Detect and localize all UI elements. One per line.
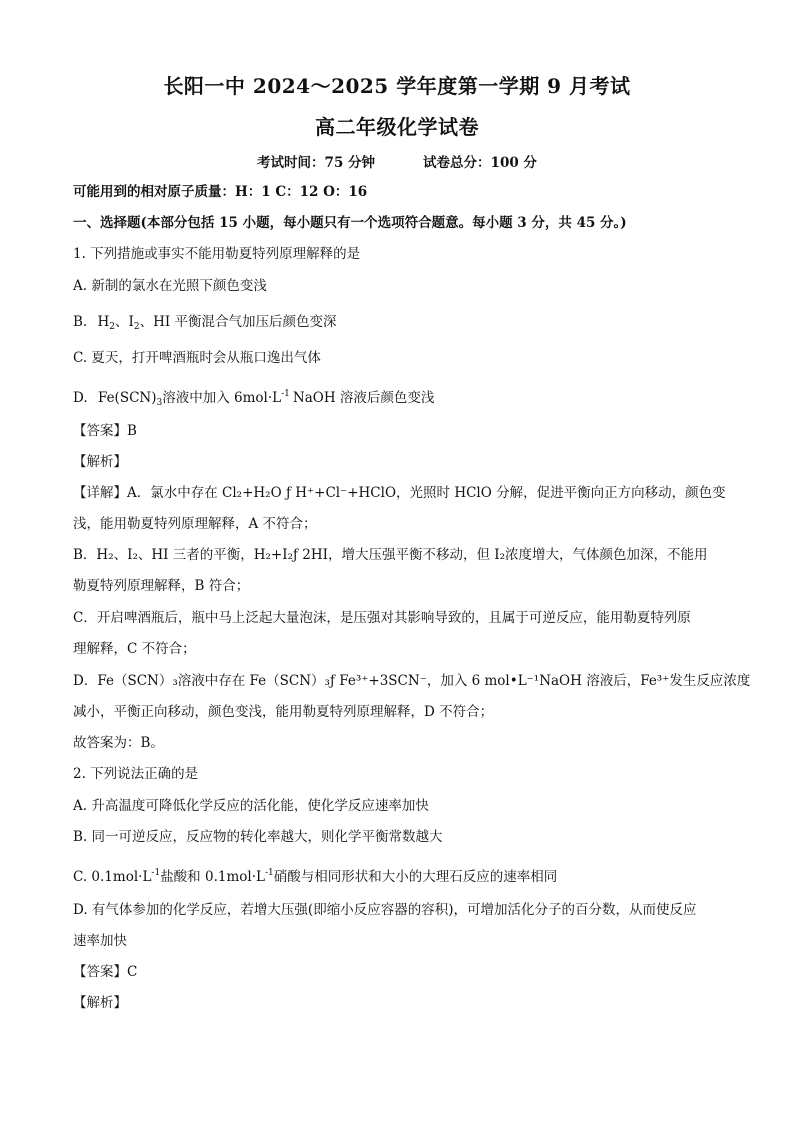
q2-option-a: A. 升高温度可降低化学反应的活化能，使化学反应速率加快 [73, 798, 429, 814]
q1-option-b-sub: 2 [109, 322, 116, 332]
q1-option-d-rest: NaOH 溶液后颜色变浅 [292, 390, 435, 406]
q2-option-d-line: D. 有气体参加的化学反应，若增大压强(即缩小反应容器的容积)，可增加活化分子的百分数，从而使反应 [73, 902, 697, 918]
q2-option-c-sup: -1 [151, 868, 161, 878]
exam-time: 考试时间：75 分钟 [257, 155, 376, 171]
q1-conclusion: 故答案为：B。 [73, 735, 164, 751]
q1-detail-line: 勒夏特列原理解释，B 符合； [73, 578, 250, 594]
q1-option-b [73, 313, 723, 336]
q1-option-d-prefix: D. [73, 390, 88, 406]
q2-option-c-sup: -1 [264, 868, 274, 878]
q1-option-d-sub: 3 [156, 398, 163, 408]
q2-analysis: 【解析】 [73, 995, 127, 1011]
q2-option-b: B. 同一可逆反应，反应物的转化率越大，则化学平衡常数越大 [73, 829, 443, 845]
q1-option-d-formula: Fe(SCN) [97, 390, 157, 406]
q2-option-c-prefix: C. 0.1mol·L [73, 869, 152, 885]
q2-option-d-line: 速率加快 [73, 933, 127, 949]
q2-option-c-rest: 硝酸与相同形状和大小的大理石反应的速率相同 [273, 869, 558, 885]
q1-option-d-mid: 溶液中加入 6mol·L [162, 390, 282, 406]
q1-detail-line: 理解释，C 不符合； [73, 641, 196, 657]
q2-option-c [73, 864, 723, 886]
q1-detail-line: B．H₂、I₂、HI 三者的平衡，H₂+I₂ƒ 2HI，增大压强平衡不移动，但 I₂浓度增大，气体颜色加深，不能用 [73, 547, 708, 563]
q2-option-c-mid: 盐酸和 0.1mol·L [160, 869, 265, 885]
atomic-masses: 可能用到的相对原子质量：H：1 C：12 O：16 [73, 184, 368, 200]
q2-stem: 2. 下列说法正确的是 [73, 766, 199, 782]
total-score: 试卷总分：100 分 [423, 155, 537, 171]
q1-detail-line: 浅，能用勒夏特列原理解释，A 不符合； [73, 516, 317, 532]
q1-detail-line: 【详解】A．氯水中存在 Cl₂+H₂O ƒ H⁺+Cl⁻+HClO，光照时 HClO 分解，促进平衡向正方向移动，颜色变 [73, 485, 726, 501]
q2-answer: 【答案】C [73, 964, 138, 980]
exam-subtitle: 高二年级化学试卷 [315, 115, 479, 139]
q1-option-b-rest: 、HI 平衡混合气加压后颜色变深 [139, 314, 337, 330]
q1-option-b-h: H [97, 314, 110, 330]
section-heading: 一、选择题(本部分包括 15 小题，每小题只有一个选项符合题意。每小题 3 分，共 45 分。) [73, 215, 627, 231]
q1-option-a: A. 新制的氯水在光照下颜色变浅 [73, 278, 267, 294]
q1-option-b-sep: 、I [115, 314, 134, 330]
exam-meta [0, 151, 794, 171]
q1-option-b-sub: 2 [133, 322, 140, 332]
q1-option-d [73, 385, 723, 412]
q1-detail-line: 减小，平衡正向移动，颜色变浅，能用勒夏特列原理解释，D 不符合； [73, 704, 494, 720]
q1-analysis: 【解析】 [73, 454, 127, 470]
q1-option-c: C. 夏天，打开啤酒瓶时会从瓶口逸出气体 [73, 350, 321, 366]
q1-answer: 【答案】B [73, 423, 137, 439]
q1-option-d-sup: -1 [281, 389, 290, 399]
q1-option-b-prefix: B. [73, 314, 88, 330]
q1-stem: 1. 下列措施或事实不能用勒夏特列原理解释的是 [73, 246, 361, 262]
exam-title: 长阳一中 2024～2025 学年度第一学期 9 月考试 [163, 74, 631, 98]
q1-detail-line: C．开启啤酒瓶后，瓶中马上泛起大量泡沫，是压强对其影响导致的，且属于可逆反应，能用勒夏特列原 [73, 610, 691, 626]
q1-detail-line: D．Fe（SCN）₃溶液中存在 Fe（SCN）₃ƒ Fe³⁺+3SCN⁻，加入 6 mol•L⁻¹NaOH 溶液后，Fe³⁺发生反应浓度 [73, 673, 751, 689]
